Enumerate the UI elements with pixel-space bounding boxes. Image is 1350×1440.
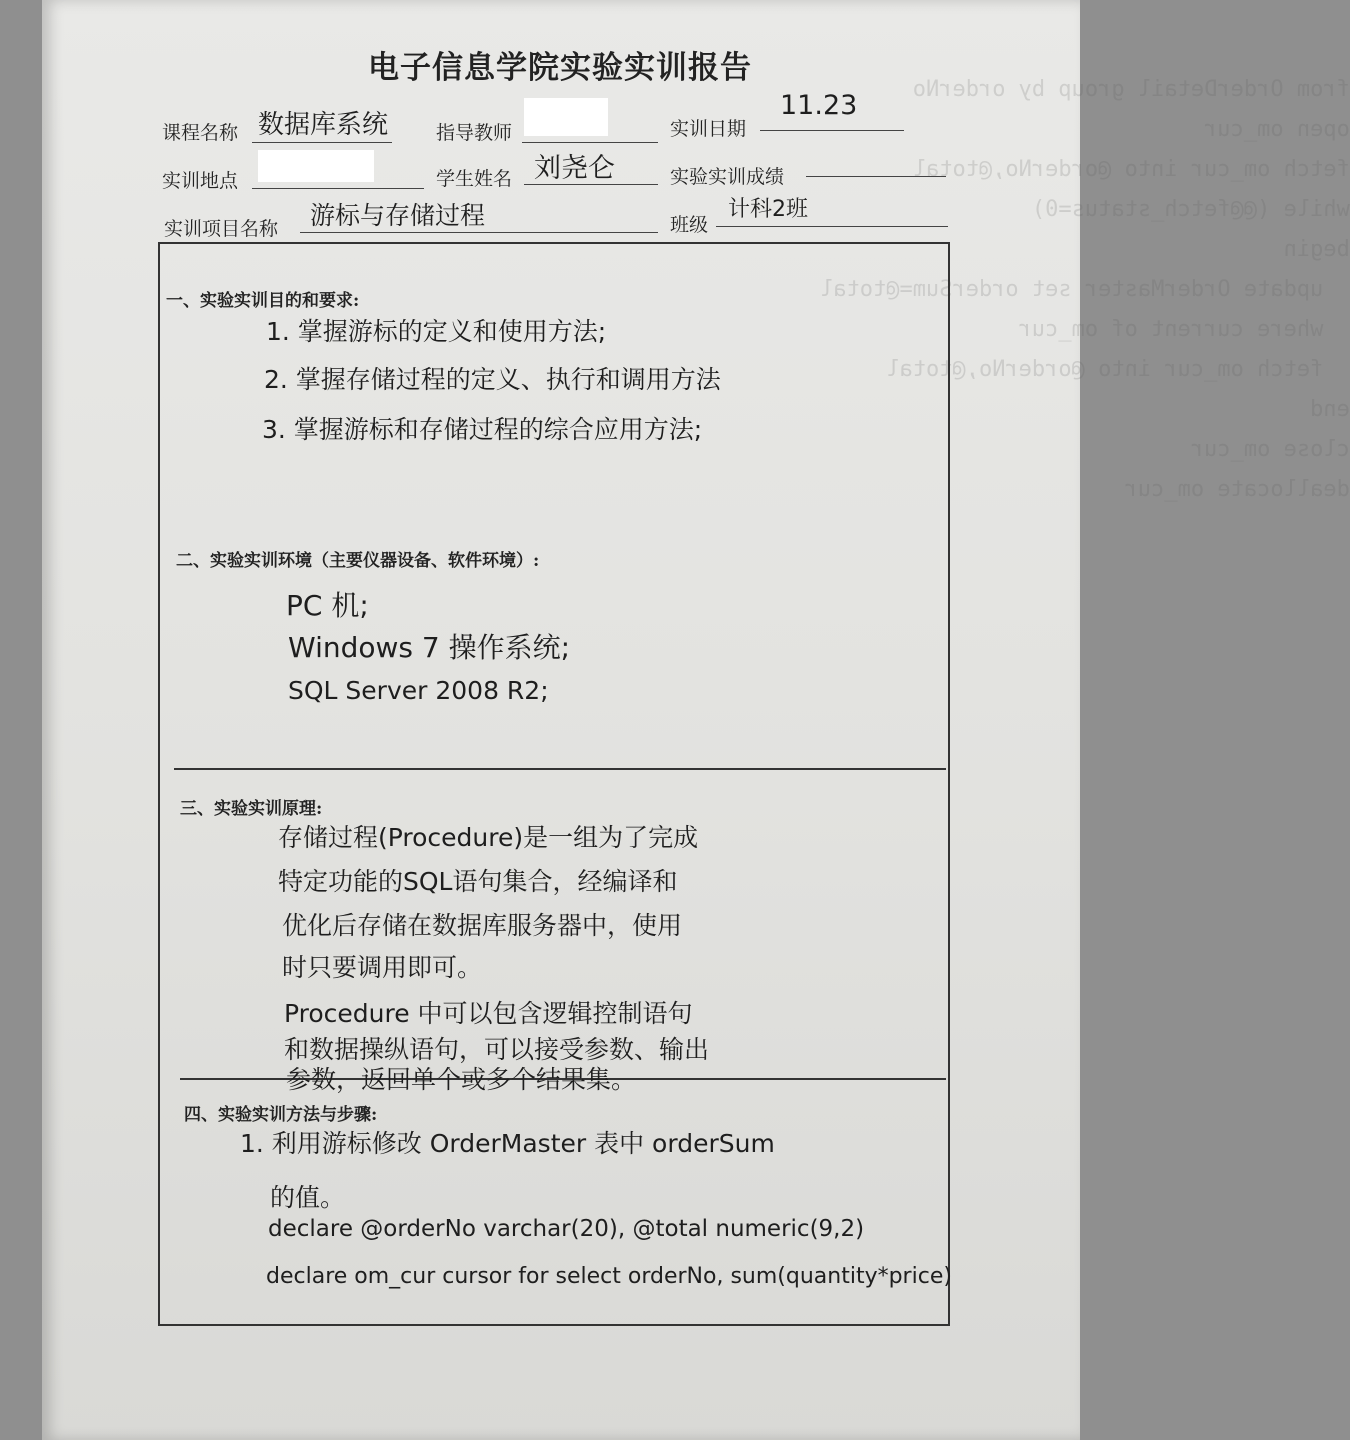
date-value: 11.23 xyxy=(780,90,858,121)
section1-item-3: 3. 掌握游标和存储过程的综合应用方法; xyxy=(262,415,703,444)
section4-title: 四、实验实训方法与步骤: xyxy=(184,1105,378,1125)
date-underline xyxy=(760,130,904,131)
class-label: 班级 xyxy=(670,214,709,236)
section3-line-3: 优化后存储在数据库服务器中，使用 xyxy=(282,911,683,940)
section-divider-2-3 xyxy=(174,768,946,770)
course-underline xyxy=(252,142,392,143)
section3-line-6: 和数据操纵语句，可以接受参数、输出 xyxy=(284,1035,710,1064)
location-underline xyxy=(252,188,424,189)
class-underline xyxy=(716,226,948,227)
location-label: 实训地点 xyxy=(162,170,239,192)
redaction-location xyxy=(258,150,374,182)
student-value: 刘尧仑 xyxy=(534,153,615,184)
section1-title: 一、实验实训目的和要求: xyxy=(166,291,360,311)
section1-item-2: 2. 掌握存储过程的定义、执行和调用方法 xyxy=(264,365,721,394)
section4-line-3: declare @orderNo varchar(20), @total numeric(9,2) xyxy=(268,1216,865,1242)
project-underline xyxy=(300,232,658,233)
date-label: 实训日期 xyxy=(670,118,747,140)
project-value: 游标与存储过程 xyxy=(310,201,486,230)
section2-item-2: Windows 7 操作系统; xyxy=(288,631,571,664)
class-value: 计科2班 xyxy=(728,197,808,222)
section4-line-4: declare om_cur cursor for select orderNo, sum(quantity*price) xyxy=(266,1264,952,1289)
section4-line-1: 1. 利用游标修改 OrderMaster 表中 orderSum xyxy=(240,1129,775,1158)
section2-item-3: SQL Server 2008 R2; xyxy=(288,676,549,705)
course-label: 课程名称 xyxy=(162,122,239,144)
section2-title: 二、实验实训环境（主要仪器设备、软件环境）: xyxy=(176,551,540,571)
section2-item-1: PC 机; xyxy=(286,589,369,622)
grade-underline xyxy=(806,176,946,177)
bleed-through-text: from OrderDetail group by orderNo open om_cur fetch om_cur into @orderNo,@total while (@@fetch_status=0) begin update OrderMaster set orderSum=@total where current of om_cur fetch om_cur into @orderNo,@total end close om_cur deallocate om_cur xyxy=(820,77,1350,502)
grade-label: 实验实训成绩 xyxy=(670,166,785,188)
section3-line-1: 存储过程(Procedure)是一组为了完成 xyxy=(278,823,699,852)
section3-line-5: Procedure 中可以包含逻辑控制语句 xyxy=(284,999,693,1028)
course-value: 数据库系统 xyxy=(258,110,389,140)
section4-line-2: 的值。 xyxy=(270,1183,346,1212)
teacher-label: 指导教师 xyxy=(436,122,513,144)
report-form-box xyxy=(158,242,950,1326)
teacher-underline xyxy=(522,142,658,143)
student-label: 学生姓名 xyxy=(436,168,513,190)
section1-item-1: 1. 掌握游标的定义和使用方法; xyxy=(266,317,607,346)
section3-line-4: 时只要调用即可。 xyxy=(282,953,483,982)
project-label: 实训项目名称 xyxy=(164,218,279,240)
report-title: 电子信息学院实验实训报告 xyxy=(368,50,752,86)
section3-line-7: 参数，返回单个或多个结果集。 xyxy=(286,1065,637,1094)
section3-line-2: 特定功能的SQL语句集合，经编译和 xyxy=(278,867,678,896)
redaction-teacher xyxy=(524,98,608,136)
section3-title: 三、实验实训原理: xyxy=(180,799,323,819)
